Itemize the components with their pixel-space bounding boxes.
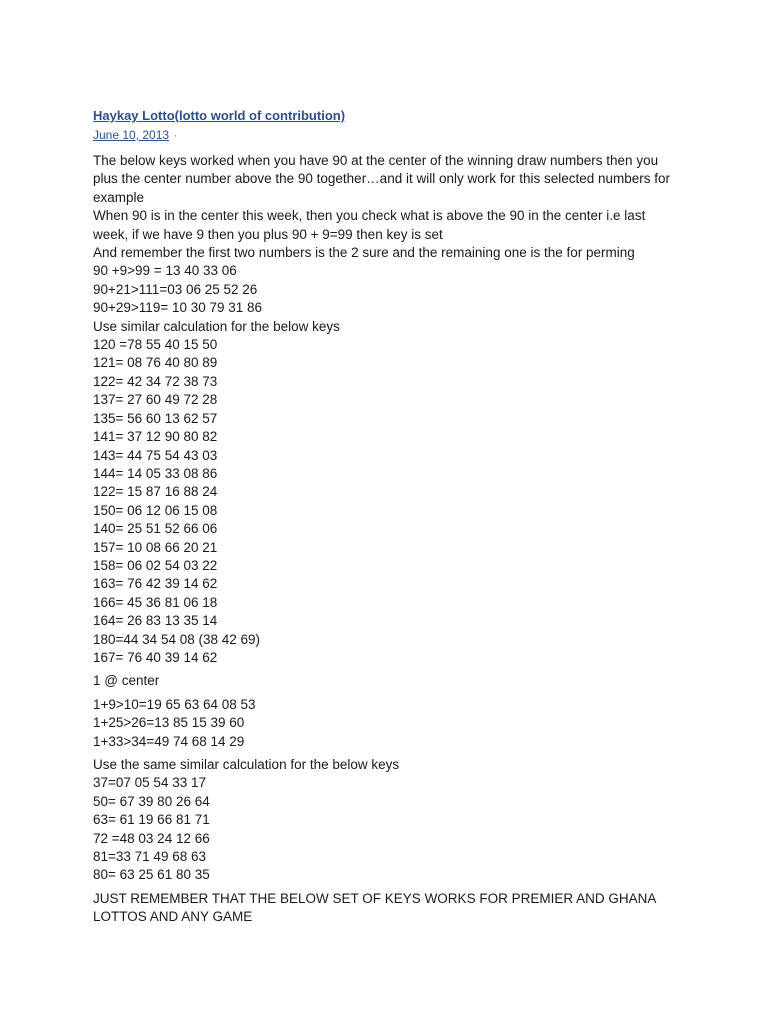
- center-key-line: 1+25>26=13 85 15 39 60: [93, 715, 245, 731]
- key-line: 122= 15 87 16 88 24: [93, 484, 218, 500]
- key-line: 122= 42 34 72 38 73: [93, 373, 218, 389]
- key-line: 137= 27 60 49 72 28: [93, 392, 218, 408]
- key-line: 150= 06 12 06 15 08: [93, 502, 218, 518]
- intro-paragraph: [93, 152, 693, 262]
- document-page: [93, 107, 693, 927]
- example-key-line: 90+29>119= 10 30 79 31 86: [93, 300, 263, 316]
- key-line: 37=07 05 54 33 17: [93, 775, 206, 791]
- keys-list-2: [93, 774, 693, 884]
- key-line: 157= 10 08 66 20 21: [93, 539, 218, 555]
- closing-line: LOTTOS AND ANY GAME: [93, 909, 253, 925]
- post-date-separator: ·: [173, 128, 178, 142]
- key-line: 164= 26 83 13 35 14: [93, 613, 218, 629]
- center-keys-list: [93, 696, 693, 751]
- example-keys-list: [93, 262, 693, 317]
- center-key-line: 1+9>10=19 65 63 64 08 53: [93, 696, 256, 712]
- example-key-line: 90+21>111=03 06 25 52 26: [93, 281, 258, 297]
- key-line: 135= 56 60 13 62 57: [93, 410, 218, 426]
- post-body: [93, 152, 693, 927]
- key-line: 180=44 34 54 08 (38 42 69): [93, 631, 261, 647]
- post-date-link[interactable]: June 10, 2013: [93, 128, 170, 142]
- key-line: 163= 76 42 39 14 62: [93, 576, 218, 592]
- key-line: 120 =78 55 40 15 50: [93, 337, 218, 353]
- intro-line: When 90 is in the center this week, then you check what is above the 90 in the center i.e last: [93, 208, 646, 224]
- intro-line: The below keys worked when you have 90 at the center of the winning draw numbers then you: [93, 153, 659, 168]
- key-line: 166= 45 36 81 06 18: [93, 594, 218, 610]
- key-line: 121= 08 76 40 80 89: [93, 355, 218, 371]
- key-line: 141= 37 12 90 80 82: [93, 429, 218, 445]
- similar-calculation-note: Use similar calculation for the below keys: [93, 318, 340, 334]
- closing-line: JUST REMEMBER THAT THE BELOW SET OF KEYS WORKS FOR PREMIER AND GHANA: [93, 890, 657, 906]
- key-line: 167= 76 40 39 14 62: [93, 649, 218, 665]
- key-line: 140= 25 51 52 66 06: [93, 521, 218, 537]
- center-heading: 1 @ center: [93, 673, 160, 689]
- example-key-line: 90 +9>99 = 13 40 33 06: [93, 263, 237, 279]
- key-line: 50= 67 39 80 26 64: [93, 793, 210, 809]
- post-meta: [93, 127, 693, 143]
- key-line: 143= 44 75 54 43 03: [93, 447, 218, 463]
- intro-line: example: [93, 189, 145, 205]
- post-title-link[interactable]: Haykay Lotto(lotto world of contribution): [93, 108, 346, 123]
- same-calculation-note: Use the same similar calculation for the below keys: [93, 757, 400, 772]
- intro-line: And remember the first two numbers is the 2 sure and the remaining one is the for perming: [93, 245, 635, 261]
- center-key-line: 1+33>34=49 74 68 14 29: [93, 733, 245, 749]
- intro-line: plus the center number above the 90 together…and it will only work for this selected numbers for: [93, 171, 671, 187]
- closing-note: [93, 890, 693, 927]
- key-line: 144= 14 05 33 08 86: [93, 465, 218, 481]
- key-line: 80= 63 25 61 80 35: [93, 867, 210, 883]
- keys-list-1: [93, 336, 693, 667]
- intro-line: week, if we have 9 then you plus 90 + 9=99 then key is set: [93, 226, 443, 242]
- key-line: 81=33 71 49 68 63: [93, 849, 206, 865]
- key-line: 72 =48 03 24 12 66: [93, 830, 210, 846]
- key-line: 63= 61 19 66 81 71: [93, 812, 210, 828]
- key-line: 158= 06 02 54 03 22: [93, 557, 218, 573]
